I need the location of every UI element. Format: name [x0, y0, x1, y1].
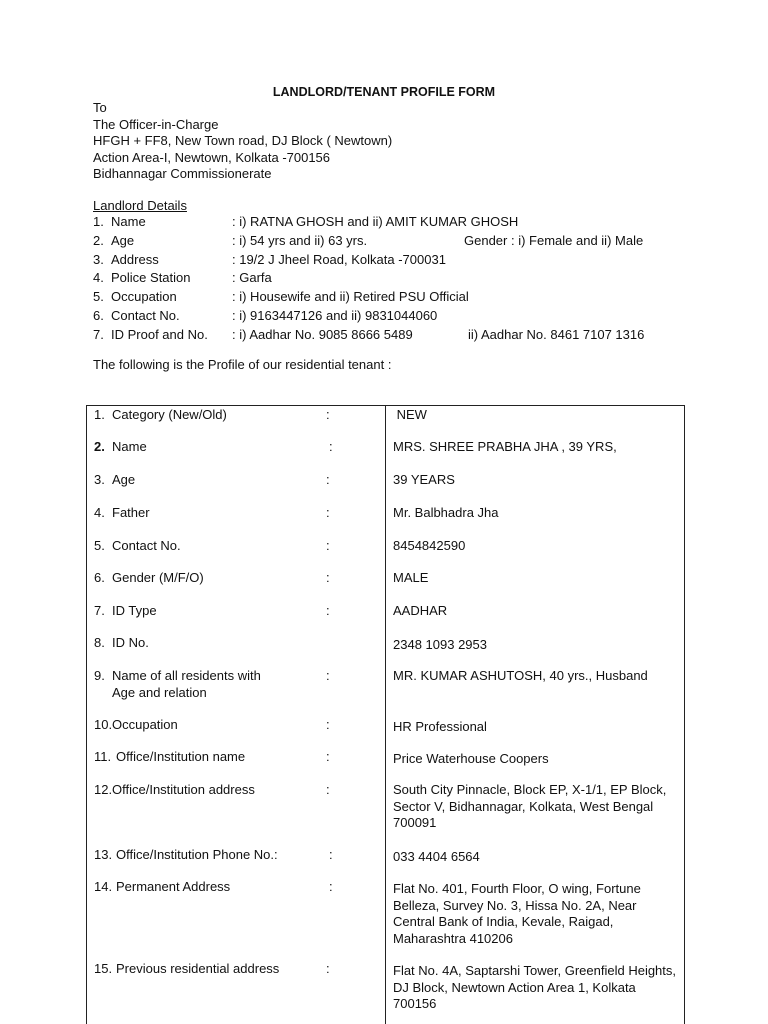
landlord-row-address [93, 252, 713, 271]
row-value: MALE [393, 570, 429, 585]
row-label-continued: Age and relation [112, 684, 207, 700]
row-number: 6. [93, 307, 104, 323]
row-label: 3. Age [94, 472, 136, 487]
row-colon: : [326, 472, 330, 487]
row-value: : 19/2 J Jheel Road, Kolkata -700031 [232, 251, 446, 267]
row-label: 7. ID Type [94, 603, 157, 618]
tenant-intro-text: The following is the Profile of our residential tenant : [93, 357, 392, 372]
row-colon: : [329, 439, 333, 454]
row-label: 14. Permanent Address [94, 879, 231, 894]
row-value: : i) Housewife and ii) Retired PSU Official [232, 289, 469, 305]
row-value: : i) 9163447126 and ii) 9831044060 [232, 307, 438, 323]
row-value: : i) 54 yrs and ii) 63 yrs. [232, 232, 368, 248]
row-number: 2. [93, 232, 104, 248]
row-label: 10.Occupation [94, 717, 178, 732]
address-line: Bidhannagar Commissionerate [93, 166, 272, 182]
row-colon: : [329, 847, 333, 862]
row-value: HR Professional [393, 719, 487, 734]
row-colon: : [326, 538, 330, 553]
row-label: 2. Name [94, 439, 147, 454]
column-divider [385, 406, 386, 1024]
row-number: 7. [93, 326, 104, 342]
row-value: Price Waterhouse Coopers [393, 751, 549, 766]
row-colon: : [326, 407, 330, 422]
landlord-row-police-station [93, 270, 713, 289]
landlord-row-name [93, 214, 713, 233]
recipient-address-block [93, 100, 392, 183]
landlord-row-contact [93, 308, 713, 327]
address-line: Action Area-I, Newtown, Kolkata -700156 [93, 149, 331, 165]
row-label: Contact No. [111, 307, 180, 323]
row-colon: : [326, 603, 330, 618]
row-label: 15. Previous residential address [94, 961, 280, 976]
row-label: 4. Father [94, 505, 150, 520]
row-colon: : [326, 961, 330, 976]
row-number: 4. [93, 270, 104, 286]
row-number: 1. [93, 214, 104, 229]
landlord-row-id-proof [93, 327, 713, 346]
row-colon: : [326, 782, 330, 797]
row-colon: : [326, 668, 330, 683]
row-label: Age [111, 232, 135, 248]
row-label: ID Proof and No. [111, 326, 208, 342]
landlord-row-occupation [93, 289, 713, 308]
row-value: : Garfa [232, 270, 272, 286]
row-label: 12.Office/Institution address [94, 782, 255, 797]
row-value: 8454842590 [393, 538, 466, 553]
row-value: Flat No. 4A, Saptarshi Tower, Greenfield Heights, DJ Block, Newtown Action Area 1, Kolkata 700156 [393, 963, 677, 1012]
row-label: 11. Office/Institution name [94, 749, 246, 764]
tenant-profile-table [86, 405, 685, 1024]
row-label: Occupation [111, 289, 177, 305]
row-label: Address [111, 251, 159, 267]
row-value: South City Pinnacle, Block EP, X-1/1, EP Block, Sector V, Bidhannagar, Kolkata, West Bengal 700091 [393, 782, 667, 831]
row-label: 13. Office/Institution Phone No.: [94, 847, 278, 862]
address-line: The Officer-in-Charge [93, 116, 219, 132]
row-label: 5. Contact No. [94, 538, 181, 553]
row-number: 5. [93, 289, 104, 305]
row-value: MR. KUMAR ASHUTOSH, 40 yrs., Husband [393, 668, 648, 683]
row-colon: : [326, 717, 330, 732]
row-value: 033 4404 6564 [393, 849, 480, 864]
landlord-details-list [93, 214, 713, 346]
row-value: NEW [393, 407, 427, 422]
row-label: Police Station [111, 270, 191, 286]
address-line: HFGH + FF8, New Town road, DJ Block ( Newtown) [93, 133, 393, 149]
row-label: 6. Gender (M/F/O) [94, 570, 204, 585]
second-id-value: ii) Aadhar No. 8461 7107 1316 [468, 326, 645, 342]
row-colon: : [326, 505, 330, 520]
landlord-row-age [93, 233, 713, 252]
gender-value: Gender : i) Female and ii) Male [464, 232, 644, 248]
row-value: Mr. Balbhadra Jha [393, 505, 499, 520]
row-value: 2348 1093 2953 [393, 637, 487, 652]
row-label: Name [111, 214, 146, 229]
row-value: : i) RATNA GHOSH and ii) AMIT KUMAR GHOSH [232, 214, 519, 229]
row-label: 1. Category (New/Old) [94, 407, 227, 422]
row-value: MRS. SHREE PRABHA JHA , 39 YRS, [393, 439, 617, 454]
row-label: 8. ID No. [94, 635, 149, 650]
row-value: 39 YEARS [393, 472, 455, 487]
landlord-details-heading: Landlord Details [93, 198, 187, 213]
row-label: 9. Name of all residents with [94, 668, 261, 683]
row-colon: : [329, 879, 333, 894]
address-line: To [93, 100, 107, 115]
row-number: 3. [93, 251, 104, 267]
row-value: : i) Aadhar No. 9085 8666 5489 [232, 326, 413, 342]
row-colon: : [326, 749, 330, 764]
form-title: LANDLORD/TENANT PROFILE FORM [272, 85, 496, 99]
row-value: AADHAR [393, 603, 448, 618]
row-colon: : [326, 570, 330, 585]
row-value: Flat No. 401, Fourth Floor, O wing, Fortune Belleza, Survey No. 3, Hissa No. 2A, Near Central Bank of India, Kevale, Raigad, Maharashtra 410206 [393, 881, 641, 946]
